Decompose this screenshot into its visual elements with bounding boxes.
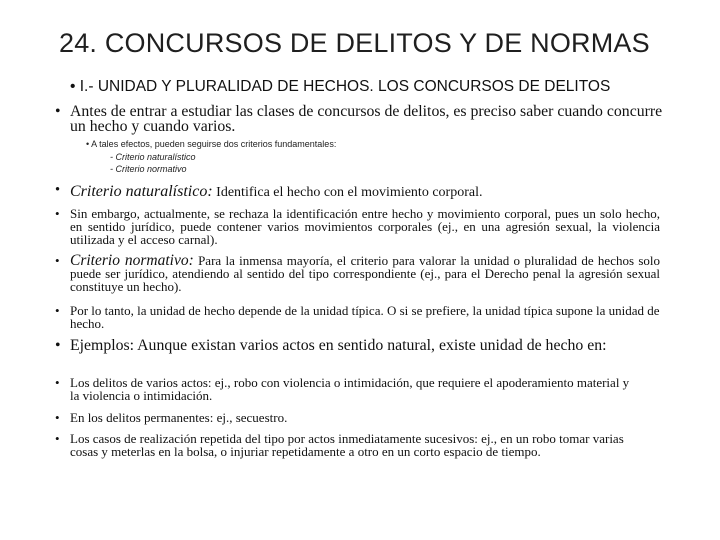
bullet-icon: • bbox=[86, 139, 90, 149]
bullet-icon: • bbox=[55, 431, 60, 446]
section-heading bbox=[70, 78, 610, 96]
bullet-icon: • bbox=[55, 375, 60, 390]
example-item bbox=[55, 411, 645, 424]
criteria-lead-text: A tales efectos, pueden seguirse dos criterios fundamentales: bbox=[91, 139, 337, 149]
normativo-term: Criterio normativo: bbox=[70, 252, 194, 269]
example-text: Los delitos de varios actos: ej., robo con violencia o intimidación, que requiere el apoderamiento material y la violencia o intimidación. bbox=[70, 375, 630, 403]
bullet-icon: • bbox=[55, 337, 61, 354]
example-item bbox=[55, 432, 655, 458]
por-lo-tanto-text: Por lo tanto, la unidad de hecho depende de la unidad típica. O si se prefiere, la unidad típica supone la unidad de hecho. bbox=[70, 303, 660, 331]
bullet-icon: • bbox=[55, 303, 60, 318]
bullet-icon: • bbox=[55, 103, 61, 120]
sin-embargo-text: Sin embargo, actualmente, se rechaza la identificación entre hecho y movimiento corporal, pues un solo hecho, en sentido jurídico, puede contener varios movimientos corporales (ej., en una agresión sexual, la violencia utilizada y el acceso carnal). bbox=[70, 206, 660, 247]
criteria-lead bbox=[86, 139, 336, 149]
bullet-icon: • bbox=[55, 253, 60, 268]
example-text: En los delitos permanentes: ej., secuestro. bbox=[70, 410, 288, 425]
ejemplos-bullet bbox=[55, 338, 660, 353]
por-lo-tanto-bullet bbox=[55, 304, 660, 330]
example-text: Los casos de realización repetida del tipo por actos inmediatamente sucesivos: ej., en un robo tomar varias cosas y meterlas en la bolsa, o injuriar repetidamente a otro en un corto espacio de tiempo. bbox=[70, 431, 624, 459]
naturalistico-term: Criterio naturalístico: bbox=[70, 183, 213, 200]
intro-bullet bbox=[55, 104, 667, 134]
bullet-icon: • bbox=[55, 206, 60, 221]
criteria-item-normativo: - Criterio normativo bbox=[110, 164, 187, 174]
bullet-icon: • bbox=[70, 78, 76, 95]
slide-title: 24. CONCURSOS DE DELITOS Y DE NORMAS bbox=[59, 28, 650, 58]
criteria-item-naturalistico: - Criterio naturalístico bbox=[110, 152, 196, 162]
bullet-icon: • bbox=[55, 410, 60, 425]
naturalistico-bullet bbox=[55, 183, 665, 201]
normativo-text: Para la inmensa mayoría, el criterio para valorar la unidad o pluralidad de hechos solo puede ser jurídico, atendiendo al sentido del tipo correspondiente (ej., para el Derecho penal la agresión sexual constituye un hecho). bbox=[70, 253, 660, 294]
ejemplos-text: Ejemplos: Aunque existan varios actos en sentido natural, existe unidad de hecho en: bbox=[70, 337, 607, 354]
example-item bbox=[55, 376, 630, 402]
intro-text: Antes de entrar a estudiar las clases de concursos de delitos, es preciso saber cuando concurre un hecho y cuando varios. bbox=[70, 103, 663, 135]
section-heading-text: I.- UNIDAD Y PLURALIDAD DE HECHOS. LOS CONCURSOS DE DELITOS bbox=[79, 78, 611, 95]
normativo-bullet bbox=[55, 254, 660, 293]
sin-embargo-bullet bbox=[55, 207, 660, 246]
naturalistico-text: Identifica el hecho con el movimiento corporal. bbox=[212, 185, 483, 200]
bullet-icon: • bbox=[55, 182, 61, 198]
